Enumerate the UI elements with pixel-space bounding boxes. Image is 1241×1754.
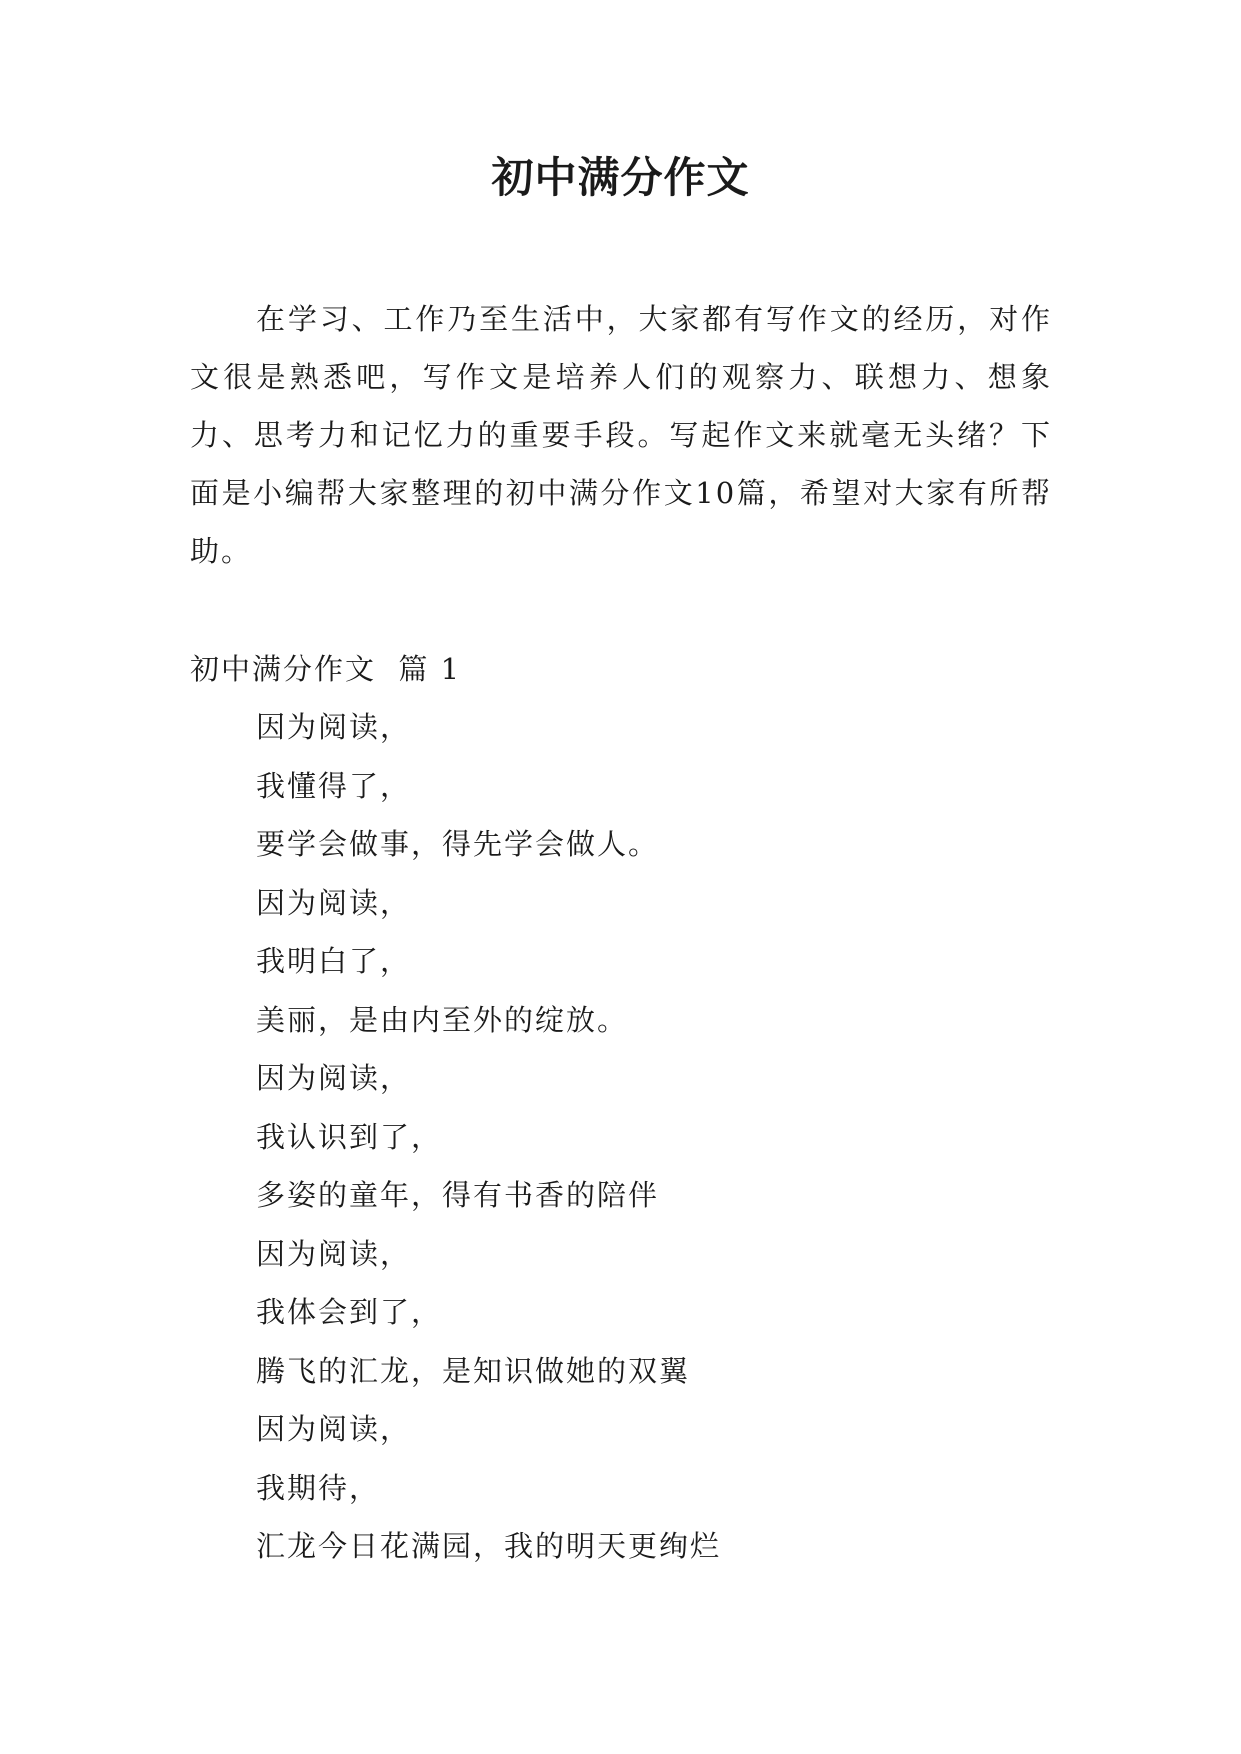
section-heading: 初中满分作文 篇 1: [190, 652, 462, 686]
poem-line: 因为阅读，: [256, 1061, 412, 1095]
poem-line: 汇龙今日花满园，我的明天更绚烂: [256, 1529, 722, 1563]
intro-paragraph: 在学习、工作乃至生活中，大家都有写作文的经历，对作文很是熟悉吧，写作文是培养人们的观察力、联想力、想象力、思考力和记忆力的重要手段。写起作文来就毫无头绪？下面是小编帮大家整理的初中满分作文10篇，希望对大家有所帮助。: [190, 302, 1052, 568]
poem-line: 因为阅读，: [256, 885, 412, 920]
poem-line: 因为阅读，: [256, 1412, 412, 1446]
poem-line: 因为阅读，: [256, 1236, 412, 1271]
poem-line: 我懂得了，: [256, 768, 412, 803]
poem-line: 多姿的童年，得有书香的陪伴: [256, 1178, 660, 1212]
poem-line: 我认识到了，: [256, 1119, 443, 1154]
essay-section-1: [190, 640, 1052, 1576]
document-title: 初中满分作文: [491, 153, 750, 202]
poem-line: 我期待，: [256, 1470, 381, 1505]
poem-line: 因为阅读，: [256, 710, 412, 744]
poem-line: 我体会到了，: [256, 1295, 443, 1329]
poem-line: 腾飞的汇龙，是知识做她的双翼: [256, 1353, 691, 1388]
poem-line: 美丽，是由内至外的绽放。: [256, 1002, 629, 1037]
poem-line: 要学会做事，得先学会做人。: [256, 827, 660, 861]
poem-lines: [190, 698, 1052, 1576]
poem-line: 我明白了，: [256, 944, 412, 978]
